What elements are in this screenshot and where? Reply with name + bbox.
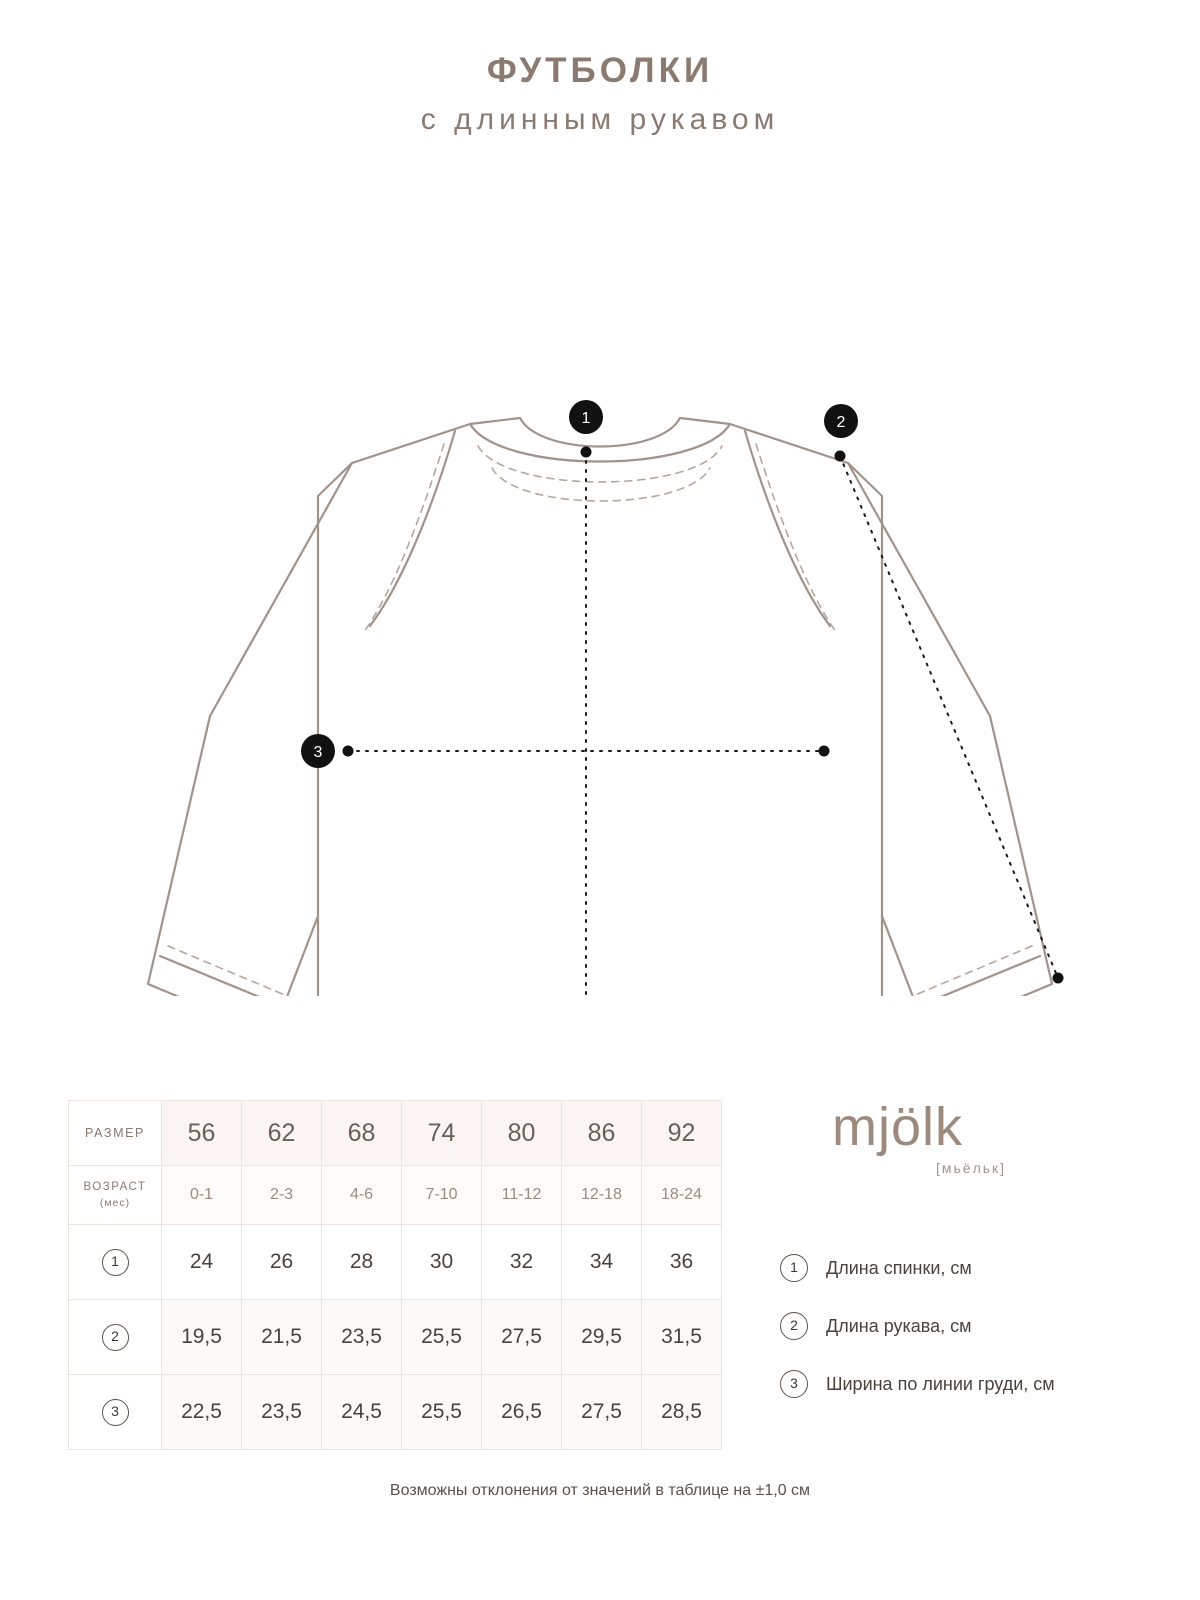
legend-label-1: Длина спинки, см [826,1257,972,1278]
measure-cell: 34 [562,1225,642,1300]
measure-endpoint [1053,972,1064,983]
size-cell: 62 [242,1101,322,1166]
measure-cell: 25,5 [402,1300,482,1375]
neckline-outer [470,424,730,462]
measure-cell: 30 [402,1225,482,1300]
measure-cell: 31,5 [642,1300,722,1375]
legend-label-2: Длина рукава, см [826,1315,972,1336]
row-header-age [69,1166,162,1225]
size-cell: 74 [402,1101,482,1166]
measure-cell: 26,5 [482,1375,562,1450]
brand-transcription: [мьёльк] [936,1160,1007,1176]
measure-cell: 26 [242,1225,322,1300]
svg-text:2: 2 [836,413,846,431]
table-row-measure-2 [69,1300,722,1375]
measure-cell: 23,5 [242,1375,322,1450]
measure-cell: 28,5 [642,1375,722,1450]
age-cell: 11-12 [482,1166,562,1225]
page-header [0,0,1200,136]
right-raglan-seam [745,431,830,626]
row-header-measure-1 [69,1225,162,1300]
legend-badge-1: 1 [780,1254,808,1282]
measure-cell: 22,5 [162,1375,242,1450]
measure-endpoint [835,450,846,461]
side-panel [780,1097,1180,1428]
brand-logo [780,1097,1180,1176]
table-row-measure-3 [69,1375,722,1450]
measure-cell: 27,5 [482,1300,562,1375]
measure-cell: 32 [482,1225,562,1300]
body-outline [318,418,882,996]
garment-drawing [0,156,1200,996]
size-table [68,1100,722,1450]
left-raglan-stitch [364,444,444,632]
measure-cell: 24,5 [322,1375,402,1450]
callout-badge-2 [824,404,858,438]
measure-badge-3: 3 [102,1399,129,1426]
measure-badge-2: 2 [102,1324,129,1351]
legend-badge-2: 2 [780,1312,808,1340]
table-row-age [69,1166,722,1225]
measure-cell: 21,5 [242,1300,322,1375]
brand-name: mjölk [832,1097,964,1157]
measure-endpoint [343,745,354,756]
size-table-wrap [68,1100,721,1450]
age-cell: 7-10 [402,1166,482,1225]
size-cell: 92 [642,1101,722,1166]
measure-cell: 19,5 [162,1300,242,1375]
left-sleeve-outline [148,463,352,996]
page-title: ФУТБОЛКИ [486,51,714,90]
measure-endpoint [819,745,830,756]
left-cuff-line [160,956,286,996]
garment-illustration [0,156,1200,996]
measure-cell: 36 [642,1225,722,1300]
age-cell: 0-1 [162,1166,242,1225]
row-header-age-unit: (мес) [99,1196,131,1209]
right-cuff-line [914,956,1040,996]
size-cell: 56 [162,1101,242,1166]
row-header-measure-3 [69,1375,162,1450]
measure-cell: 23,5 [322,1300,402,1375]
legend-item-3 [780,1370,1180,1398]
measure-cell: 25,5 [402,1375,482,1450]
row-header-size: РАЗМЕР [69,1101,162,1166]
size-cell: 80 [482,1101,562,1166]
callout-badge-1 [569,400,603,434]
legend-badge-3: 3 [780,1370,808,1398]
age-cell: 18-24 [642,1166,722,1225]
callout-badge-3 [301,734,335,768]
measure-cell: 24 [162,1225,242,1300]
right-raglan-stitch [756,444,836,632]
legend-item-1 [780,1254,1180,1282]
row-header-age-main: ВОЗРАСТ [83,1181,147,1194]
measure-badge-1: 1 [102,1249,129,1276]
size-cell: 68 [322,1101,402,1166]
left-cuff-stitch [168,946,292,996]
table-row-size [69,1101,722,1166]
right-cuff-stitch [908,946,1032,996]
age-cell: 12-18 [562,1166,642,1225]
row-header-measure-2 [69,1300,162,1375]
right-sleeve-outline [848,463,1052,996]
legend-list [780,1254,1180,1398]
measure-line-2 [840,456,1058,978]
legend-item-2 [780,1312,1180,1340]
page-subtitle: с длинным рукавом [420,102,780,136]
table-row-measure-1 [69,1225,722,1300]
measure-endpoint [581,446,592,457]
age-cell: 2-3 [242,1166,322,1225]
size-cell: 86 [562,1101,642,1166]
legend-label-3: Ширина по линии груди, см [826,1373,1055,1394]
measure-cell: 29,5 [562,1300,642,1375]
measure-cell: 27,5 [562,1375,642,1450]
left-raglan-seam [370,431,455,626]
svg-text:1: 1 [581,409,591,427]
measure-cell: 28 [322,1225,402,1300]
age-cell: 4-6 [322,1166,402,1225]
svg-text:3: 3 [313,743,323,761]
footnote: Возможны отклонения от значений в таблице на ±1,0 см [389,1482,811,1499]
